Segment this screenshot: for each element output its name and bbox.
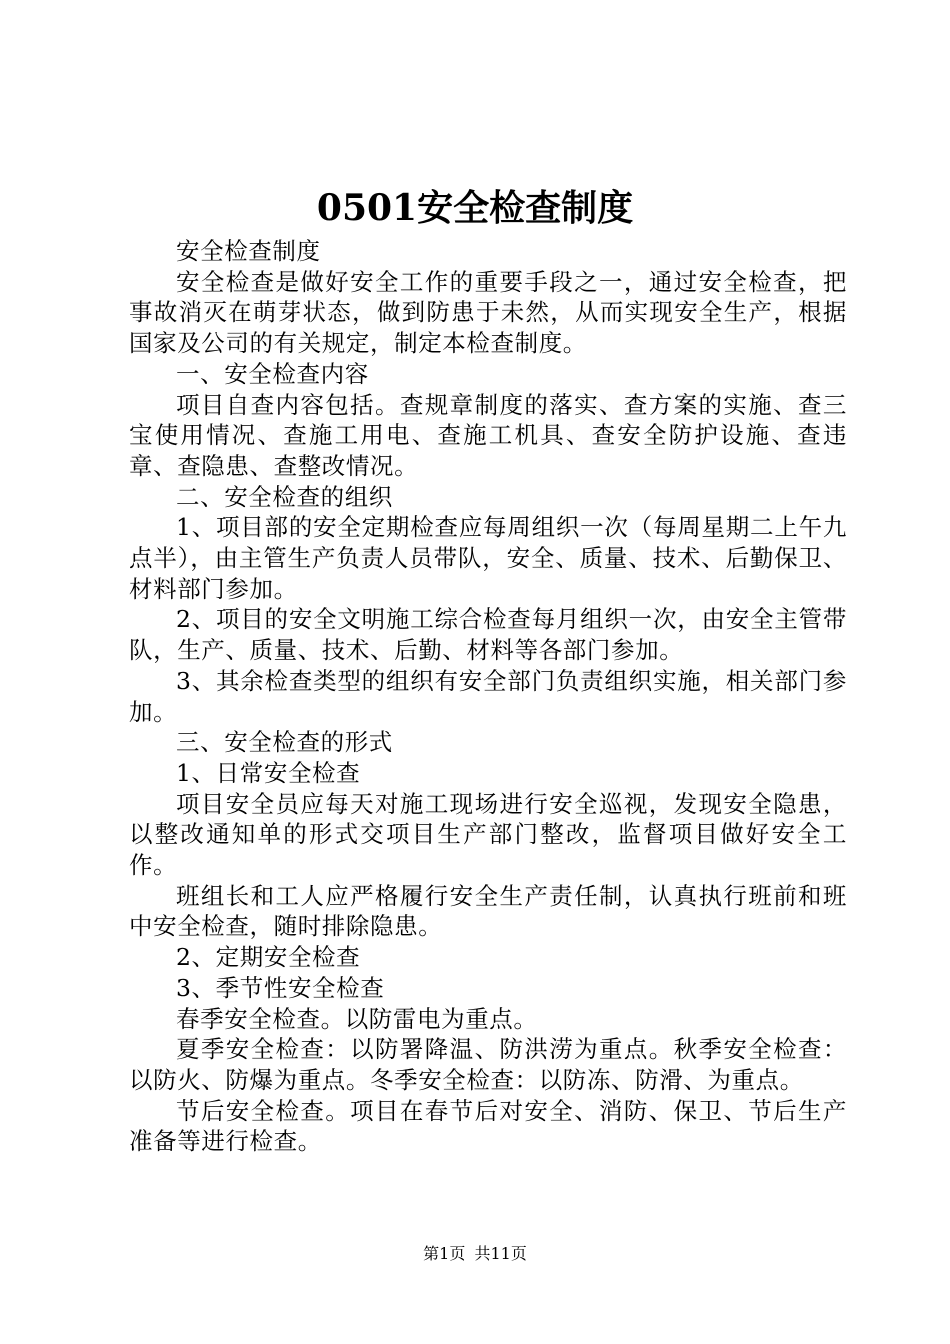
- section-heading-organization: 二、安全检查的组织: [176, 482, 393, 511]
- paragraph-daily-team: 班组长和工人应严格履行安全生产责任制，认真执行班前和班中安全检查，随时排除隐患。: [129, 881, 847, 941]
- paragraph-holiday-check: 节后安全检查。项目在春节后对安全、消防、保卫、节后生产准备等进行检查。: [129, 1096, 847, 1156]
- document-body: [129, 236, 847, 1157]
- paragraph-doc-heading: 安全检查制度: [176, 237, 321, 265]
- page-footer: [0, 1244, 950, 1264]
- page-number: 第1页: [423, 1244, 466, 1263]
- subheading-periodic-check: 2、定期安全检查: [176, 943, 361, 972]
- subheading-seasonal-check: 3、季节性安全检查: [176, 973, 385, 1002]
- section-heading-forms: 三、安全检查的形式: [176, 728, 393, 757]
- page-title: 0501安全检查制度: [316, 187, 634, 229]
- paragraph-spring-check: 春季安全检查。以防雷电为重点。: [176, 1004, 538, 1033]
- paragraph-self-check: 项目自查内容包括。查规章制度的落实、查方案的实施、查三宝使用情况、查施工用电、查施工机具、查安全防护设施、查违章、查隐患、查整改情况。: [129, 390, 847, 480]
- paragraph-org-item-3: 3、其余检查类型的组织有安全部门负责组织实施，相关部门参加。: [129, 666, 847, 726]
- paragraph-org-item-1: 1、项目部的安全定期检查应每周组织一次（每周星期二上午九点半），由主管生产负责人员带队，安全、质量、技术、后勤保卫、材料部门参加。: [129, 513, 847, 603]
- paragraph-daily-officer: 项目安全员应每天对施工现场进行安全巡视，发现安全隐患，以整改通知单的形式交项目生产部门整改，监督项目做好安全工作。: [129, 789, 847, 880]
- page-total: 共11页: [474, 1244, 527, 1263]
- subheading-daily-check: 1、日常安全检查: [176, 758, 361, 787]
- paragraph-summer-autumn-winter: 夏季安全检查：以防署降温、防洪涝为重点。秋季安全检查：以防火、防爆为重点。冬季安全检查：以防冻、防滑、为重点。: [129, 1035, 847, 1094]
- paragraph-org-item-2: 2、项目的安全文明施工综合检查每月组织一次，由安全主管带队，生产、质量、技术、后勤、材料等各部门参加。: [129, 605, 847, 665]
- paragraph-intro: 安全检查是做好安全工作的重要手段之一，通过安全检查，把事故消灭在萌芽状态，做到防患于未然，从而实现安全生产，根据国家及公司的有关规定，制定本检查制度。: [129, 267, 847, 358]
- section-heading-content: 一、安全检查内容: [176, 359, 369, 388]
